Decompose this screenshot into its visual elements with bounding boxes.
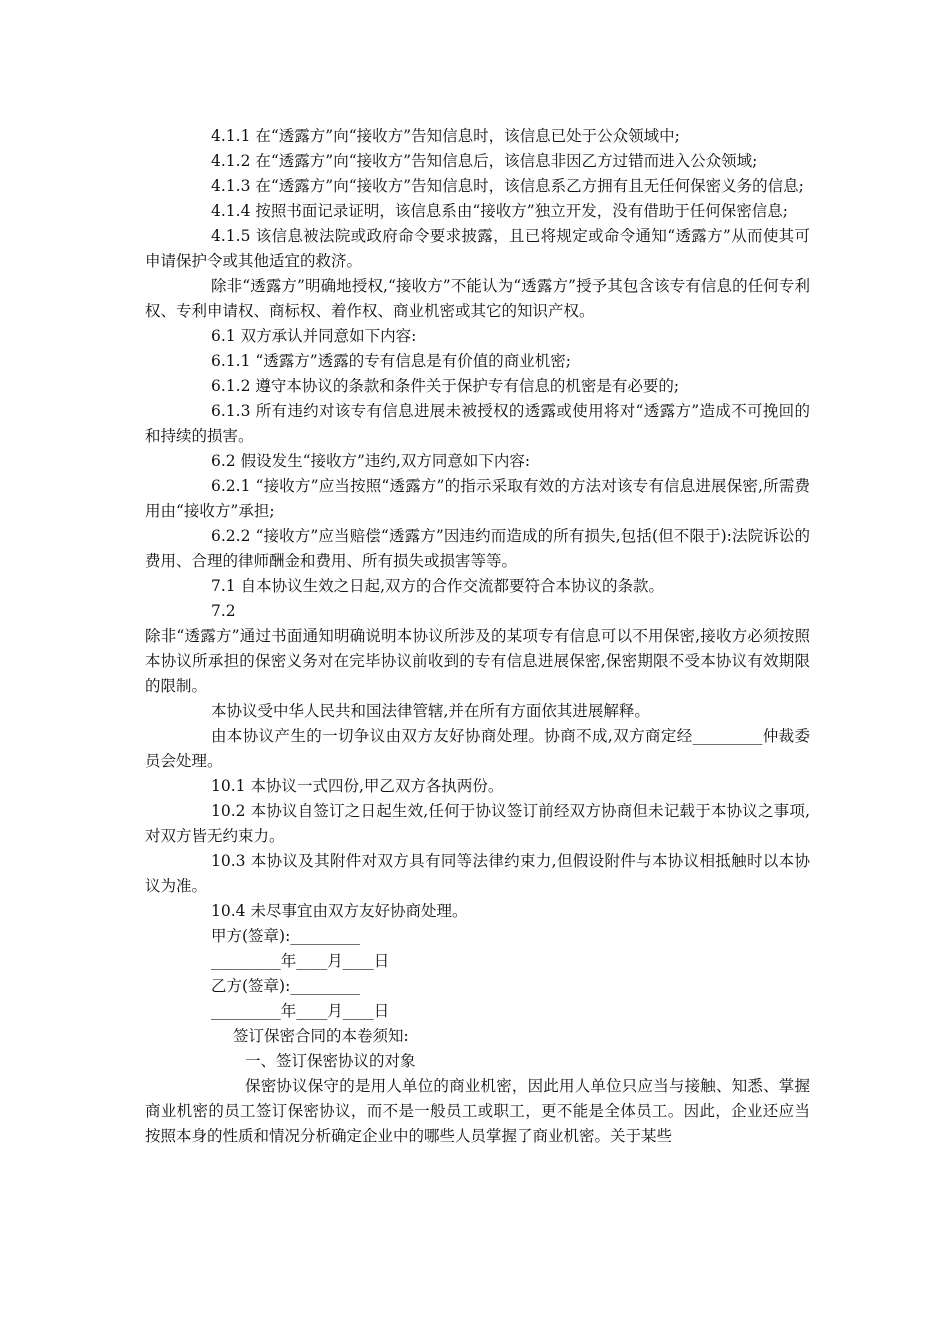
clause-ip-rights: 除非“透露方”明确地授权,“接收方”不能认为“透露方”授予其包含该专有信息的任何专利权、专利申请权、商标权、着作权、商业机密或其它的知识产权。: [145, 277, 810, 320]
clause-4-1-5: 4.1.5 该信息被法院或政府命令要求披露，且已将规定或命令通知“透露方”从而使其可申请保护令或其他适宜的救济。: [145, 227, 810, 270]
section-1-body: 保密协议保守的是用人单位的商业机密，因此用人单位只应当与接触、知悉、掌握商业机密的员工签订保密协议，而不是一般员工或职工，更不能是全体员工。因此，企业还应当按照本身的性质和情况分析确定企业中的哪些人员掌握了商业机密。关于某些: [145, 1077, 810, 1145]
clause-6-1-3: 6.1.3 所有违约对该专有信息进展未被授权的透露或使用将对“透露方”造成不可挽回的和持续的损害。: [145, 402, 810, 445]
clause-4-1-4: 4.1.4 按照书面记录证明，该信息系由“接收方”独立开发，没有借助于任何保密信息;: [211, 202, 788, 220]
party-b-signature: 乙方(签章):_________: [211, 977, 361, 995]
clause-dispute: 由本协议产生的一切争议由双方友好协商处理。协商不成,双方商定经_________仲裁委员会处理。: [145, 727, 810, 770]
clause-10-4: 10.4 未尽事宜由双方友好协商处理。: [211, 902, 468, 920]
clause-4-1-2: 4.1.2 在“透露方”向“接收方”告知信息后，该信息非因乙方过错而进入公众领域;: [211, 152, 758, 170]
clause-6-1-1: 6.1.1 “透露方”透露的专有信息是有价值的商业机密;: [211, 352, 571, 370]
document-page: [145, 124, 810, 1149]
signature-block: [145, 924, 810, 1024]
clause-10-3: 10.3 本协议及其附件对双方具有同等法律约束力,但假设附件与本协议相抵触时以本协议为准。: [145, 852, 810, 895]
clause-7-2-body: 除非“透露方”通过书面通知明确说明本协议所涉及的某项专有信息可以不用保密,接收方必须按照本协议所承担的保密义务对在完毕协议前收到的专有信息进展保密,保密期限不受本协议有效期限的限制。: [145, 627, 810, 695]
clause-10-2: 10.2 本协议自签订之日起生效,任何于协议签订前经双方协商但未记载于本协议之事项,对双方皆无约束力。: [145, 802, 810, 845]
clause-4-1-3: 4.1.3 在“透露方”向“接收方”告知信息时，该信息系乙方拥有且无任何保密义务的信息;: [211, 177, 804, 195]
clause-governing-law: 本协议受中华人民共和国法律管辖,并在所有方面依其进展解释。: [211, 702, 650, 720]
clause-7-1: 7.1 自本协议生效之日起,双方的合作交流都要符合本协议的条款。: [211, 577, 665, 595]
party-a-signature: 甲方(签章):_________: [211, 927, 361, 945]
party-b-date: _________年____月____日: [211, 1002, 390, 1020]
clause-6-2-1: 6.2.1 “接收方”应当按照“透露方”的指示采取有效的方法对该专有信息进展保密,所需费用由“接收方”承担;: [145, 477, 810, 520]
section-1-title: 一、签订保密协议的对象: [245, 1052, 416, 1070]
clause-10-1: 10.1 本协议一式四份,甲乙双方各执两份。: [211, 777, 504, 795]
clause-6-1: 6.1 双方承认并同意如下内容:: [211, 327, 417, 345]
clause-6-2-2: 6.2.2 “接收方”应当赔偿“透露方”因违约而造成的所有损失,包括(但不限于):法院诉讼的费用、合理的律师酬金和费用、所有损失或损害等等。: [145, 527, 810, 570]
notes-heading: 签订保密合同的本卷须知:: [233, 1027, 409, 1045]
clause-6-2: 6.2 假设发生“接收方”违约,双方同意如下内容:: [211, 452, 531, 470]
clause-4-1-1: 4.1.1 在“透露方”向“接收方”告知信息时，该信息已处于公众领域中;: [211, 127, 680, 145]
clause-7-2-number: 7.2: [211, 602, 236, 620]
clause-6-1-2: 6.1.2 遵守本协议的条款和条件关于保护专有信息的机密是有必要的;: [211, 377, 680, 395]
party-a-date: _________年____月____日: [211, 952, 390, 970]
